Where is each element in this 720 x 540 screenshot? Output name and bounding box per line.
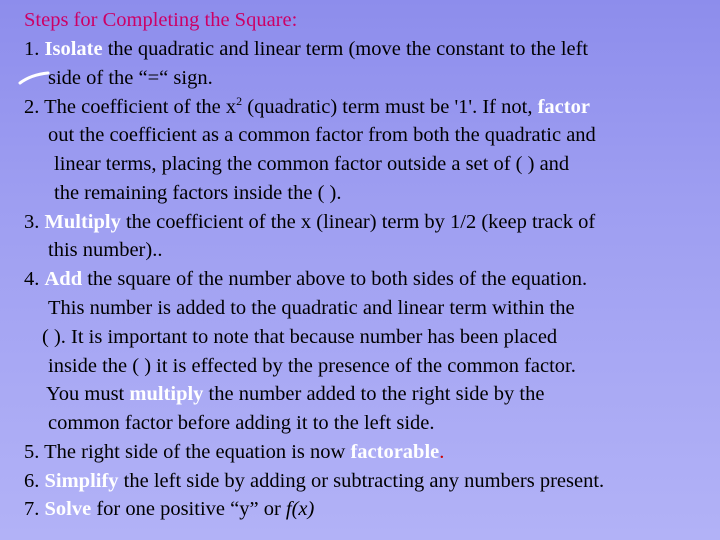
step-2-superscript: 2: [236, 94, 243, 108]
step-1-line-2: side of the “=“ sign.: [48, 67, 213, 89]
step-6-number: 6.: [24, 470, 45, 492]
step-2-line-4: the remaining factors inside the ( ).: [54, 182, 342, 204]
step-1-keyword: Isolate: [44, 38, 103, 60]
step-2-text-a: 2. The coefficient of the x: [24, 96, 237, 118]
step-6-keyword: Simplify: [44, 470, 119, 492]
step-4-keyword: Add: [44, 268, 83, 290]
step-6-text: the left side by adding or subtracting any numbers present.: [118, 470, 605, 492]
step-2-text-b: (quadratic) term must be '1'. If not,: [242, 96, 538, 118]
step-7-line: [24, 495, 314, 524]
swoosh-decoration: [18, 71, 50, 85]
step-6-line: [24, 467, 604, 496]
step-7-number: 7.: [24, 498, 45, 520]
step-5-text: 5. The right side of the equation is now: [24, 441, 351, 463]
step-3-line-1: [24, 208, 595, 237]
step-4-text: the square of the number above to both sides of the equation.: [82, 268, 588, 290]
step-4-line-5: [46, 380, 544, 409]
step-2-keyword: factor: [537, 96, 590, 118]
step-3-line-2: this number)..: [48, 239, 163, 261]
step-2-line-2: out the coefficient as a common factor from both the quadratic and: [48, 124, 596, 146]
step-4-line-5-text-a: You must: [46, 383, 130, 405]
step-1-number: 1.: [24, 38, 45, 60]
step-4-line-6: common factor before adding it to the left side.: [48, 412, 435, 434]
step-5-line: [24, 438, 444, 467]
step-5-keyword: factorable: [350, 441, 440, 463]
step-4-line-3: ( ). It is important to note that because number has been placed: [42, 326, 558, 348]
slide-title: Steps for Completing the Square:: [24, 9, 298, 31]
step-7-text: for one positive “y” or: [91, 498, 286, 520]
step-3-text: the coefficient of the x (linear) term by 1/2 (keep track of: [120, 211, 596, 233]
step-4-line-5-keyword: multiply: [129, 383, 204, 405]
step-7-keyword: Solve: [44, 498, 92, 520]
step-2-line-3: linear terms, placing the common factor outside a set of ( ) and: [54, 153, 570, 175]
step-1-line-1: [24, 35, 588, 64]
step-4-line-1: [24, 265, 587, 294]
step-4-number: 4.: [24, 268, 45, 290]
step-4-line-5-text-b: the number added to the right side by the: [203, 383, 545, 405]
step-1-text: the quadratic and linear term (move the constant to the left: [102, 38, 589, 60]
step-4-line-4: inside the ( ) it is effected by the presence of the common factor.: [48, 355, 576, 377]
step-2-line-1: [24, 93, 590, 122]
step-3-number: 3.: [24, 211, 45, 233]
step-4-line-2: This number is added to the quadratic and linear term within the: [48, 297, 575, 319]
step-7-function: f(x): [285, 498, 315, 520]
step-5-period: .: [439, 441, 445, 463]
step-3-keyword: Multiply: [44, 211, 121, 233]
